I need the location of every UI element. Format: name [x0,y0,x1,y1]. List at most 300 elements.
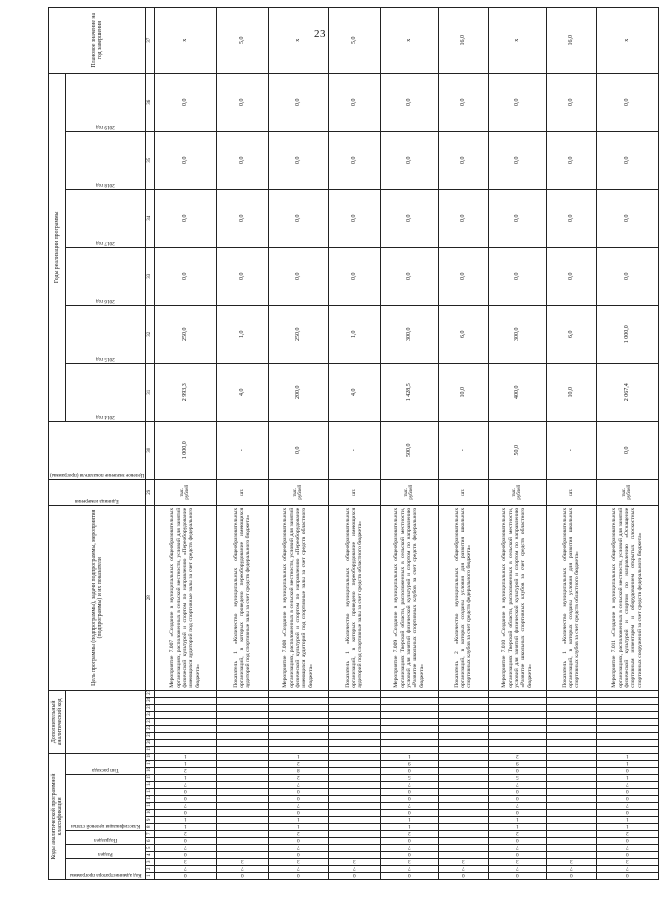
code-digit: 1 [407,823,411,829]
row-value-2016: 0,0 [596,247,658,305]
row-final-value: 5,0 [328,7,380,73]
code-digit: 9 [515,760,519,766]
code-digit: 0 [407,809,411,815]
row-value-2017: 0,0 [216,189,268,247]
code-digit: 1 [407,816,411,822]
code-digit-cell [216,782,268,789]
header-year-2016: 2016 год [65,247,145,305]
row-value-2017: 0,0 [438,189,488,247]
code-digit: 1 [183,816,187,822]
code-digit-cell [380,873,438,880]
code-digit: 1 [625,774,629,780]
row-value-2014: 4,0 [328,363,380,421]
code-digit-cell [268,732,328,739]
code-digit-cell [216,831,268,838]
column-number: 12 [146,796,155,803]
code-digit-cell [546,831,596,838]
row-value-2014: 4,0 [216,363,268,421]
code-digit-cell [546,718,596,725]
code-digit: 0 [407,767,411,773]
code-digit: 7 [352,865,356,871]
row-description: Показатель 1 «Количество муниципальных общеобразовательных организаций, в которых проведено переоборудование имеющихся аудиторий под спортивные залы за счет средств федерального бюджета» [216,505,268,690]
code-digit: 2 [296,760,300,766]
row-target-value: 500,0 [380,421,438,479]
code-digit-cell [380,704,438,711]
code-digit: 3 [296,858,300,864]
code-digit-cell [216,718,268,725]
code-digit: 0 [407,788,411,794]
row-value-2017: 0,0 [596,189,658,247]
row-value-2016: 0,0 [488,247,546,305]
code-digit-cell [438,782,488,789]
rotated-table-wrapper [48,12,643,880]
row-value-2019: 0,0 [488,73,546,131]
code-digit-cell [546,725,596,732]
code-digit-cell [438,796,488,803]
code-digit-cell [380,732,438,739]
code-digit-cell [438,831,488,838]
row-value-2019: 0,0 [328,73,380,131]
code-digit: 0 [625,809,629,815]
column-number: 28 [146,505,155,690]
row-value-2015: 250,0 [268,305,328,363]
header-year-2019: 2019 год [65,73,145,131]
column-number: 33 [146,247,155,305]
code-digit: 5 [407,774,411,780]
code-digit: 0 [515,872,519,878]
code-digit: 0 [296,809,300,815]
code-digit: 7 [407,781,411,787]
code-digit: 7 [183,865,187,871]
row-unit: шт. [216,479,268,505]
row-unit: шт. [328,479,380,505]
row-value-2018: 0,0 [596,131,658,189]
code-digit: 2 [515,830,519,836]
code-digit: 1 [625,760,629,766]
code-digit-cell [268,697,328,704]
code-digit-cell [438,824,488,831]
row-value-2016: 0,0 [268,247,328,305]
code-digit-cell [328,810,380,817]
row-value-2019: 0,0 [380,73,438,131]
code-digit-cell [328,732,380,739]
code-digit-cell [216,732,268,739]
code-digit-cell [546,796,596,803]
table-row [488,7,546,879]
column-number: 21 [146,732,155,739]
header-podrazdel: Подраздел [65,831,145,845]
row-value-2016: 0,0 [438,247,488,305]
code-digit-cell [380,711,438,718]
code-digit: 7 [515,802,519,808]
header-year-2018: 2018 год [65,131,145,189]
code-digit-cell [438,838,488,845]
code-digit: 2 [407,830,411,836]
row-target-value: 50,0 [488,421,546,479]
code-digit-cell [328,873,380,880]
code-digit-cell [154,697,216,704]
code-digit-cell [328,838,380,845]
code-digit: 7 [625,844,629,850]
code-digit: 1 [296,823,300,829]
header-unit: Единица измерения [49,479,146,505]
code-digit: 0 [461,872,465,878]
column-number: 13 [146,789,155,796]
code-digit-cell [216,746,268,753]
row-value-2014: 200,0 [268,363,328,421]
code-digit-cell [216,753,268,760]
code-digit-cell [380,690,438,697]
row-value-2018: 0,0 [546,131,596,189]
row-value-2018: 0,0 [216,131,268,189]
column-number: 30 [146,421,155,479]
program-table [48,7,659,880]
header-years-group: Годы реализации программы [49,73,66,421]
code-digit: 8 [296,767,300,773]
code-digit: 7 [183,844,187,850]
code-digit-cell [546,803,596,810]
row-unit: шт. [438,479,488,505]
code-digit-cell [268,739,328,746]
row-unit: тыс. рублей [380,479,438,505]
code-digit: 1 [183,774,187,780]
header-target-article: Классификация целевой статьи [65,775,145,831]
table-row [380,7,438,879]
column-number: 2 [146,866,155,873]
code-digit: 2 [296,774,300,780]
column-number: 11 [146,803,155,810]
code-digit-cell [596,690,658,697]
code-digit-cell [216,817,268,824]
code-digit-cell [328,690,380,697]
code-digit-cell [216,704,268,711]
column-number: 36 [146,73,155,131]
row-value-2014: 10,0 [438,363,488,421]
column-number: 3 [146,859,155,866]
code-digit: 0 [296,795,300,801]
code-digit-cell [438,810,488,817]
code-digit-cell [596,704,658,711]
row-final-value: х [154,7,216,73]
column-number: 22 [146,725,155,732]
code-digit-cell [328,831,380,838]
code-digit-cell [438,711,488,718]
row-target-value: 0,0 [268,421,328,479]
column-number: 24 [146,711,155,718]
row-final-value: х [268,7,328,73]
code-digit-cell [596,725,658,732]
code-digit: 0 [407,837,411,843]
header-goal: Цель программы (подпрограммы), задачи подпрограммы, мероприятия (подпрограммы) и их показатели [49,505,146,690]
row-value-2018: 0,0 [488,131,546,189]
code-digit-cell [488,732,546,739]
row-final-value: 16,0 [438,7,488,73]
code-digit: 0 [183,788,187,794]
column-number: 20 [146,739,155,746]
row-value-2015: 6,0 [438,305,488,363]
code-digit-cell [216,796,268,803]
table-row [154,7,216,879]
code-digit-cell [154,725,216,732]
code-digit: 7 [296,844,300,850]
row-value-2018: 0,0 [328,131,380,189]
row-unit: тыс. рублей [154,479,216,505]
code-digit: 1 [625,816,629,822]
code-digit-cell [438,753,488,760]
code-digit-cell [268,690,328,697]
code-digit-cell [154,704,216,711]
code-digit-cell [546,697,596,704]
column-number: 10 [146,810,155,817]
code-digit: 0 [515,837,519,843]
code-digit-cell [380,739,438,746]
code-digit: 9 [407,760,411,766]
code-digit: 3 [625,858,629,864]
code-digit-cell [438,803,488,810]
row-value-2015: 1 000,0 [596,305,658,363]
table-row [596,7,658,879]
row-value-2016: 0,0 [216,247,268,305]
row-value-2019: 0,0 [216,73,268,131]
row-target-value: - [216,421,268,479]
row-value-2017: 0,0 [546,189,596,247]
code-digit-cell [488,739,546,746]
code-digit-cell [216,711,268,718]
code-digit-cell [546,704,596,711]
column-number: 5 [146,845,155,852]
row-target-value: - [438,421,488,479]
code-digit: 1 [625,753,629,759]
row-value-2017: 0,0 [380,189,438,247]
row-value-2017: 0,0 [154,189,216,247]
code-digit-cell [328,711,380,718]
code-digit-cell [216,810,268,817]
row-value-2018: 0,0 [154,131,216,189]
code-digit-cell [546,768,596,775]
header-completion: Плановое значение на год завершения [49,7,146,73]
row-final-value: 5,0 [216,7,268,73]
code-digit-cell [328,753,380,760]
header-additional-code: Дополнительный аналитический код [49,690,66,753]
code-digit-cell [546,732,596,739]
code-digit: 0 [625,788,629,794]
code-digit: 3 [183,858,187,864]
row-value-2019: 0,0 [546,73,596,131]
code-digit-cell [216,690,268,697]
column-number: 32 [146,305,155,363]
code-digit-cell [438,845,488,852]
column-number: 6 [146,838,155,845]
code-digit-cell [438,704,488,711]
row-value-2014: 2 993,3 [154,363,216,421]
code-digit-cell [216,824,268,831]
column-number: 35 [146,131,155,189]
code-digit-cell [154,711,216,718]
code-digit: 0 [625,767,629,773]
code-digit: 7 [407,865,411,871]
code-digit: 1 [183,760,187,766]
code-digit-cell [546,817,596,824]
code-digit: 1 [183,753,187,759]
code-digit: 7 [569,865,573,871]
code-digit-cell [438,873,488,880]
code-digit: 7 [296,865,300,871]
code-digit-cell [268,725,328,732]
code-digit: 0 [625,837,629,843]
code-digit: 7 [515,781,519,787]
code-digit: 2 [296,830,300,836]
table-row [216,7,268,879]
code-digit-cell [596,739,658,746]
code-digit: 0 [407,795,411,801]
header-expense-type: Тип расхода [65,753,145,774]
code-digit: 0 [515,788,519,794]
code-digit-cell [546,789,596,796]
row-final-value: 16,0 [546,7,596,73]
column-number: 18 [146,753,155,760]
row-target-value: 0,0 [596,421,658,479]
code-digit: 1 [183,823,187,829]
code-digit-cell [546,746,596,753]
code-digit-cell [154,718,216,725]
code-digit-cell [380,697,438,704]
code-digit-cell [438,817,488,824]
header-year-2017: 2017 год [65,189,145,247]
column-number: 7 [146,831,155,838]
header-target-value: Целевое значение показателя (программы) [49,421,146,479]
code-digit: 7 [515,865,519,871]
code-digit-cell [328,817,380,824]
code-digit-cell [488,873,546,880]
column-number: 29 [146,479,155,505]
code-digit: 0 [515,851,519,857]
code-digit: 2 [515,753,519,759]
code-digit-cell [216,845,268,852]
row-description: Мероприятие 7.011 «Создание в муниципальных общеобразовательных организациях, расположенных в сельской местности, условий для занятий физической культурой и спортом по направлению «Оснащение спортивным инвентарем и оборудованием открытых плоскостных спортивных сооружений за счет средств федерального бюджета» [596,505,658,690]
column-number: 26 [146,697,155,704]
code-digit: 7 [407,802,411,808]
row-value-2015: 300,0 [380,305,438,363]
code-digit-cell [546,711,596,718]
row-value-2017: 0,0 [488,189,546,247]
code-digit-cell [380,725,438,732]
code-digit: 7 [515,844,519,850]
code-digit: 0 [515,767,519,773]
column-number: 1 [146,873,155,880]
code-digit-cell [216,768,268,775]
row-value-2015: 1,0 [328,305,380,363]
row-value-2018: 0,0 [380,131,438,189]
code-digit-cell [596,711,658,718]
header-year-2014: 2014 год [65,363,145,421]
code-digit-cell [154,732,216,739]
code-digit-cell [438,761,488,768]
code-digit-cell [546,739,596,746]
column-number: 34 [146,189,155,247]
code-digit: 1 [407,753,411,759]
row-value-2017: 0,0 [328,189,380,247]
code-digit: 0 [183,809,187,815]
code-digit-cell [268,718,328,725]
code-digit-cell [380,718,438,725]
table-row [268,7,328,879]
row-value-2014: 2 067,4 [596,363,658,421]
code-digit: 0 [183,851,187,857]
row-value-2016: 0,0 [380,247,438,305]
code-digit: 7 [625,802,629,808]
code-digit: 2 [625,830,629,836]
header-objects [65,690,145,753]
table-row [438,7,488,879]
code-digit-cell [328,782,380,789]
code-digit-cell [328,746,380,753]
code-digit-cell [216,838,268,845]
code-digit-cell [438,768,488,775]
code-digit: 7 [461,865,465,871]
code-digit-cell [328,775,380,782]
table-row [328,7,380,879]
row-value-2016: 0,0 [546,247,596,305]
code-digit: 0 [407,851,411,857]
row-value-2018: 0,0 [268,131,328,189]
row-value-2019: 0,0 [596,73,658,131]
row-value-2015: 250,0 [154,305,216,363]
code-digit-cell [546,761,596,768]
code-digit: 0 [625,851,629,857]
row-value-2014: 400,0 [488,363,546,421]
row-description: Показатель 1 «Количество муниципальных общеобразовательных организаций, в которых проведено переоборудование имеющихся аудиторий под спортивные залы за счет средств областного бюджета» [328,505,380,690]
code-digit-cell [328,739,380,746]
code-digit-cell [546,775,596,782]
code-digit: 0 [296,851,300,857]
code-digit-cell [438,775,488,782]
code-digit-cell [546,782,596,789]
code-digit-cell [154,873,216,880]
code-digit-cell [488,718,546,725]
code-digit-cell [438,739,488,746]
code-digit: 1 [515,823,519,829]
row-value-2016: 0,0 [154,247,216,305]
row-value-2015: 1,0 [216,305,268,363]
code-digit-cell [488,690,546,697]
code-digit: 0 [352,872,356,878]
code-digit: 0 [296,837,300,843]
header-razdel: Раздел [65,845,145,859]
code-digit: 7 [407,844,411,850]
row-description: Мероприятие 7.007 «Создание в муниципальных общеобразовательных организациях, расположенных в сельской местности, условий для занятий физической культурой и спортом по направлению «Переоборудование имеющихся аудиторий под спортивные залы за счет средств федерального бюджета» [154,505,216,690]
code-digit-cell [438,746,488,753]
code-digit-cell [154,690,216,697]
row-value-2014: 10,0 [546,363,596,421]
code-digit: 0 [183,837,187,843]
code-digit: 1 [515,816,519,822]
code-digit: 1 [625,823,629,829]
table-body [154,7,658,879]
code-digit-cell [488,697,546,704]
code-digit: 5 [515,774,519,780]
code-digit-cell [438,789,488,796]
code-digit: 0 [625,872,629,878]
code-digit: 0 [183,872,187,878]
code-digit: 0 [515,809,519,815]
code-digit-cell [216,789,268,796]
row-unit: тыс. рублей [488,479,546,505]
row-description: Мероприятие 7.009 «Создание в муниципальных общеобразовательных организациях Тверской области, расположенных в сельской местности, условий для занятий физической культурой и спортом по направлению «Развитие школьных спортивных клубов за счет средств федерального бюджета» [380,505,438,690]
code-digit-cell [488,711,546,718]
row-description: Мероприятие 7.010 «Создание в муниципальных общеобразовательных организациях Тверской области, расположенных в сельской местности, условий для занятий физической культурой и спортом по направлению «Развитие школьных спортивных клубов за счет средств областного бюджета» [488,505,546,690]
header-program-code: Код администратора программы [65,859,145,880]
code-digit-cell [328,697,380,704]
